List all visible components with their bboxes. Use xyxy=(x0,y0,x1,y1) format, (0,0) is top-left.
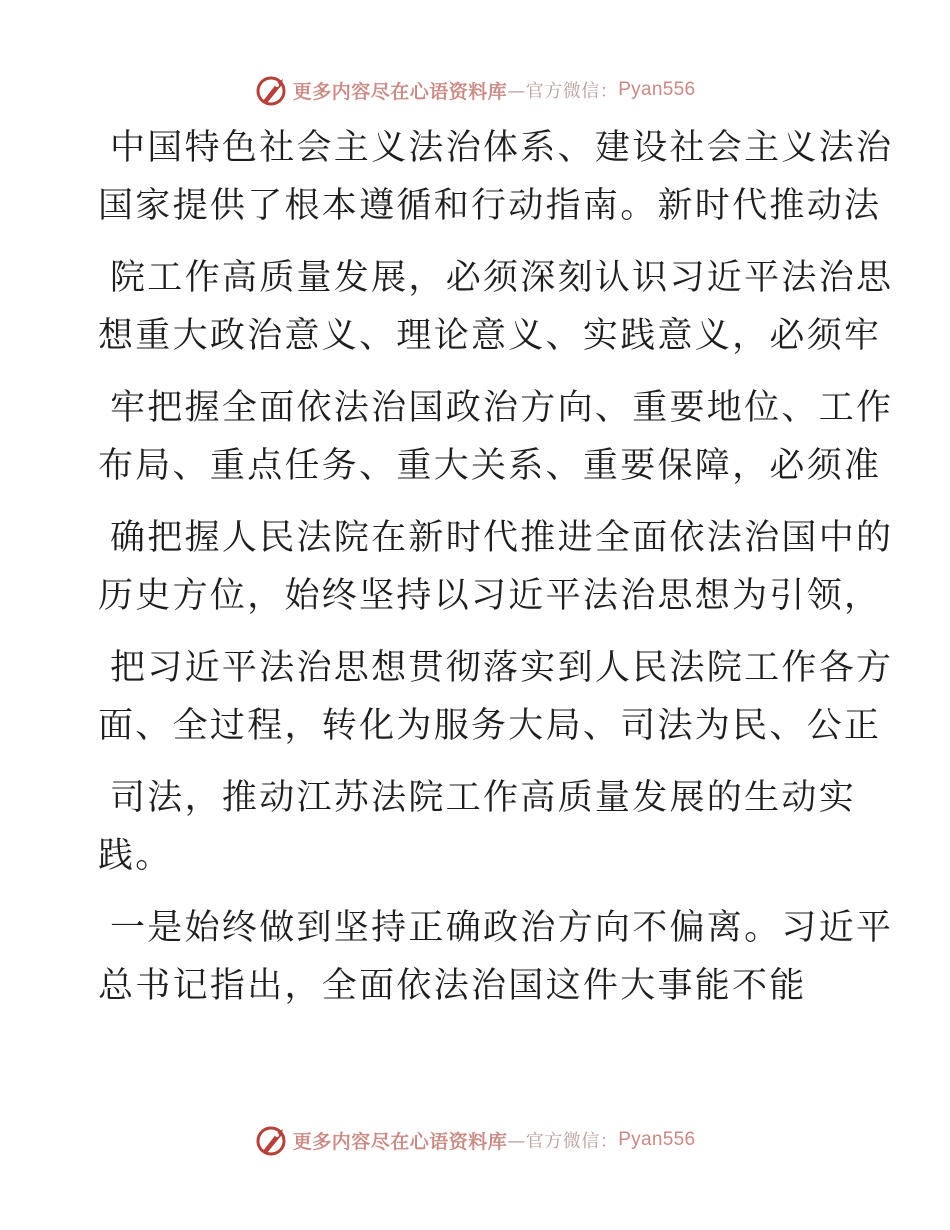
body-line-7: 确把握人民法院在新时代推进全面依法治国中的 xyxy=(110,518,894,558)
banner-brand-text: 更多内容尽在心语资料库 xyxy=(292,80,508,103)
body-line-10: 面、全过程，转化为服务大局、司法为民、公正 xyxy=(98,706,882,746)
banner-wechat-id: Pyan556 xyxy=(618,1129,696,1150)
banner-separator-text: —官方微信： xyxy=(507,1131,619,1152)
banner-wechat-id: Pyan556 xyxy=(618,79,696,100)
body-line-5: 牢把握全面依法治国政治方向、重要地位、工作 xyxy=(110,388,894,428)
banner-brand-text: 更多内容尽在心语资料库 xyxy=(292,1130,508,1153)
body-line-1: 中国特色社会主义法治体系、建设社会主义法治 xyxy=(110,128,894,168)
body-line-2: 国家提供了根本遵循和行动指南。新时代推动法 xyxy=(98,186,882,226)
body-line-14: 总书记指出，全面依法治国这件大事能不能 xyxy=(98,966,807,1006)
banner-separator-text: —官方微信： xyxy=(507,81,619,102)
header-banner xyxy=(0,70,950,110)
body-line-4: 想重大政治意义、理论意义、实践意义，必须牢 xyxy=(98,316,882,356)
pen-nib-logo-icon xyxy=(255,1123,289,1157)
body-line-12: 践。 xyxy=(98,836,173,876)
body-line-9: 把习近平法治思想贯彻落实到人民法院工作各方 xyxy=(110,648,894,688)
body-line-8: 历史方位，始终坚持以习近平法治思想为引领， xyxy=(98,576,882,616)
footer-banner xyxy=(0,1120,950,1160)
pen-nib-logo-icon xyxy=(255,73,289,107)
body-line-13: 一是始终做到坚持正确政治方向不偏离。习近平 xyxy=(110,908,894,948)
body-line-3: 院工作高质量发展，必须深刻认识习近平法治思 xyxy=(110,258,894,298)
body-line-6: 布局、重点任务、重大关系、重要保障，必须准 xyxy=(98,446,882,486)
body-line-11: 司法，推动江苏法院工作高质量发展的生动实 xyxy=(110,778,857,818)
